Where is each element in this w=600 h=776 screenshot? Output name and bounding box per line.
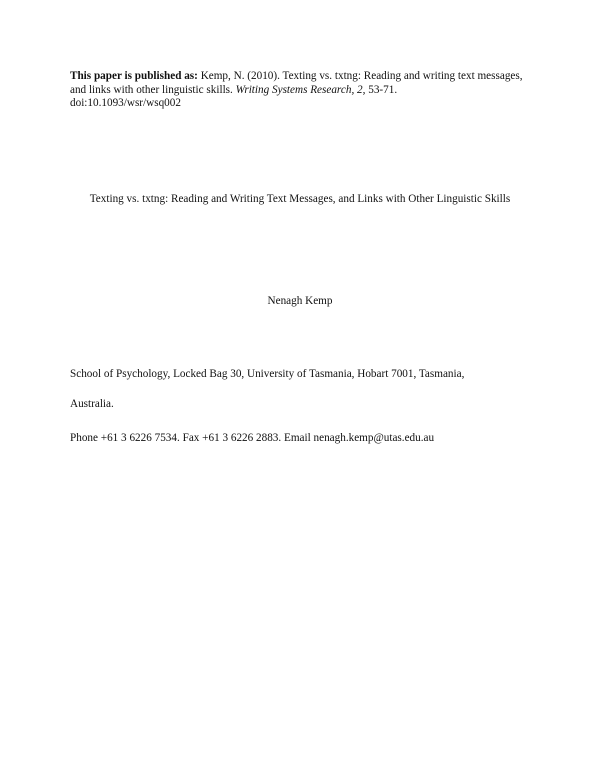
doi-text: doi:10.1093/wsr/wsq002 [70, 97, 181, 109]
journal-pages: 53-71. [365, 83, 398, 96]
contact-details: Phone +61 3 6226 7534. Fax +61 3 6226 2883. Email nenagh.kemp@utas.edu.au [70, 432, 435, 444]
citation-text: Kemp, N. (2010). Texting vs. txtng: Reading and writing text messages, and links with other linguistic skills. [70, 70, 523, 96]
journal-name: Writing Systems Research [235, 83, 352, 96]
publication-note [70, 70, 530, 111]
paper-title: Texting vs. txtng: Reading and Writing Text Messages, and Links with Other Linguistic Skills [89, 193, 511, 205]
publication-note-label: This paper is published as: [70, 70, 198, 82]
affiliation-line-2: Australia. [70, 398, 114, 410]
author-name: Nenagh Kemp [267, 295, 333, 307]
affiliation-line-1: School of Psychology, Locked Bag 30, University of Tasmania, Hobart 7001, Tasmania, [70, 368, 465, 380]
journal-volume: , 2, [351, 83, 366, 96]
